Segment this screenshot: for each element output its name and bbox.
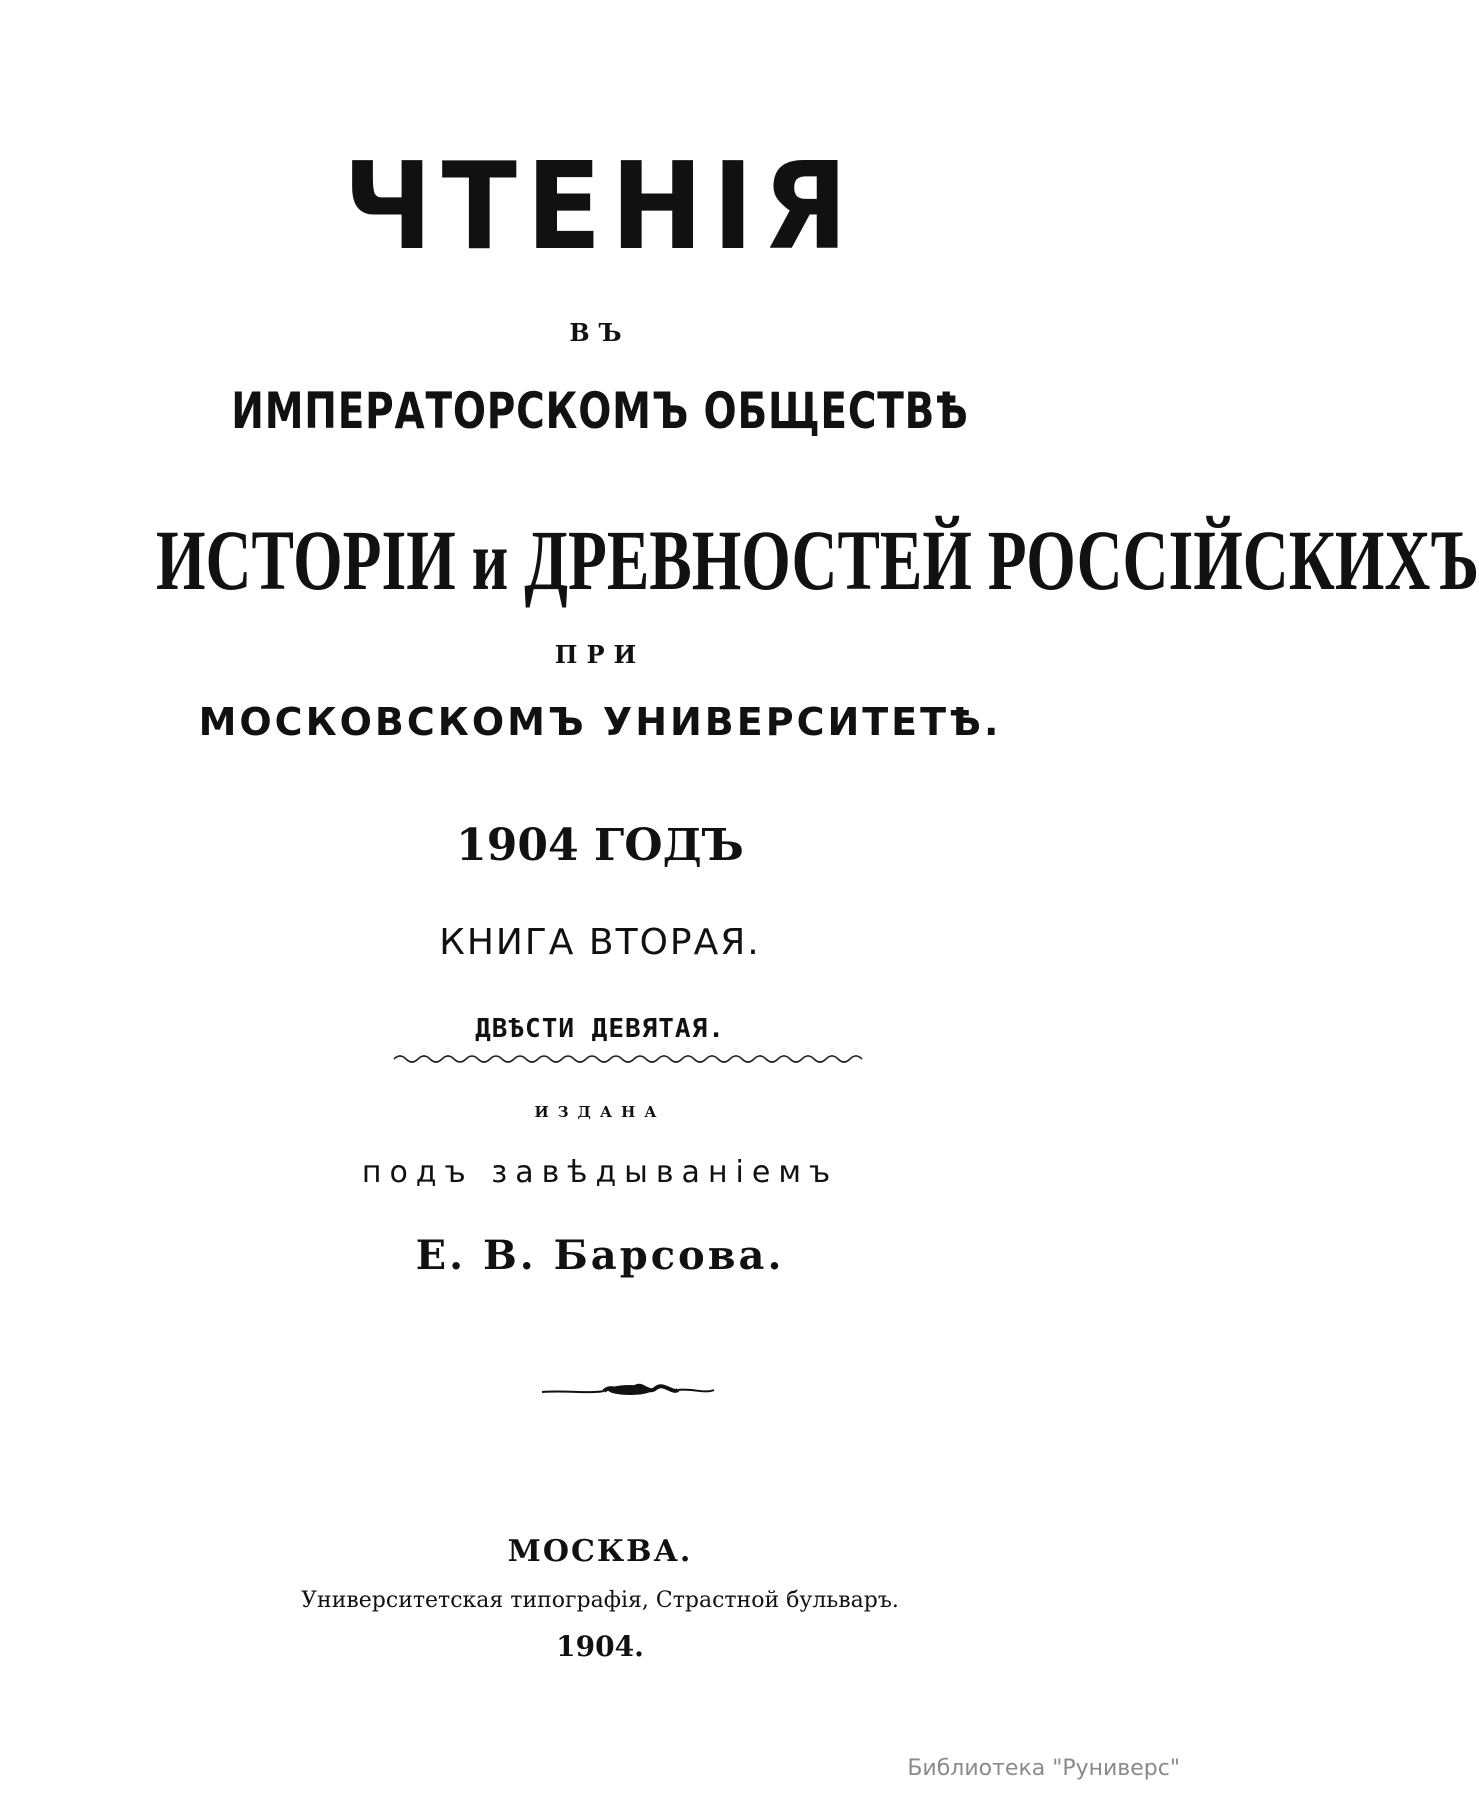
history-line: ИСТОРІИ и ДРЕВНОСТЕЙ РОССІЙСКИХЪ [156,512,1479,608]
at-line: ПРИ [554,640,646,669]
ornament-divider-icon [538,1376,718,1404]
preposition-line: ВЪ [569,318,631,347]
direction-line: подъ завѣдываніемъ [361,1155,839,1190]
published-line: ИЗДАНА [534,1103,666,1121]
imprint-city: МОСКВА. [507,1534,693,1569]
library-watermark: Библиотека "Руниверс" [907,1756,1180,1781]
number-line: ДВѢСТИ ДЕВЯТАЯ. [475,1014,725,1044]
society-line: ИМПЕРАТОРСКОМЪ ОБЩЕСТВѢ [231,382,969,440]
imprint-year: 1904. [556,1630,644,1663]
year-line: 1904 ГОДЪ [456,820,744,871]
university-line: МОСКОВСКОМЪ УНИВЕРСИТЕТѢ. [198,700,1002,744]
book-title: ЧТЕНІЯ [343,138,857,277]
wavy-rule [392,1050,868,1066]
book-line: КНИГА ВТОРАЯ. [439,922,761,963]
imprint-press: Университетская типографія, Страстной бульваръ. [301,1588,899,1613]
editor-name: Е. В. Барсова. [415,1232,785,1279]
